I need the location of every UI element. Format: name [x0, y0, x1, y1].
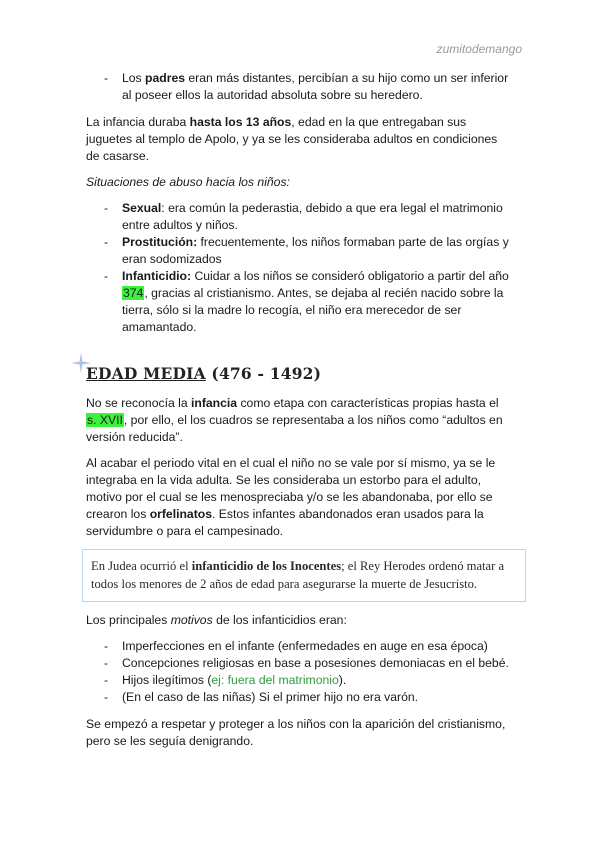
watermark: zumitodemango — [436, 42, 522, 56]
bold-text: infanticidio de los Inocentes — [191, 559, 342, 573]
text: ). — [338, 673, 347, 687]
paragraph-motivos — [86, 612, 512, 629]
bold-text: orfelinatos — [149, 507, 212, 521]
list-item: - Imperfecciones en el infante (enfermedades en auge en esa época) — [86, 638, 512, 655]
paragraph-acabar — [86, 455, 512, 540]
text: Cuidar a los niños se consideró obligatorio a partir del año — [191, 269, 509, 283]
list-item-infanticidio — [86, 268, 512, 336]
paragraph-infancia — [86, 114, 512, 165]
list-item: - (En el caso de las niñas) Si el primer hijo no era varón. — [86, 689, 512, 706]
text: Al acabar el periodo vital en el cual el niño no se vale por sí mismo, ya se le integraba en la vida adulta. Se les consideraba un estorbo para el adulto, motivo por el cual se les menospreciaba y/o se les abandonaba, por ello se crearon los — [86, 456, 496, 521]
bold-text: Sexual — [122, 201, 162, 215]
text: Los principales — [86, 613, 171, 627]
text: En Judea ocurrió el — [91, 559, 192, 573]
section-years: (476 - 1492) — [205, 364, 322, 383]
text: ; el Rey Herodes ordenó matar a todos los menores de 2 años de edad para asegurarse la muerte de Jesucristo. — [91, 559, 505, 591]
text: La infancia duraba — [86, 115, 190, 129]
list-item: - Concepciones religiosas en base a posesiones demoniacas en el bebé. — [86, 655, 512, 672]
motivos-list — [86, 638, 512, 706]
highlighted-century: s. XVII — [87, 413, 123, 427]
paragraph-final: Se empezó a respetar y proteger a los niños con la aparición del cristianismo, pero se les seguía denigrando. — [86, 717, 506, 748]
list-item-sexual — [86, 200, 512, 234]
text: . Estos infantes abandonados eran usados para la servidumbre o para el campesinado. — [86, 507, 484, 538]
bold-text: Prostitución: — [122, 235, 198, 249]
text: : era común la pederastia, debido a que era legal el matrimonio entre adultos y niños. — [122, 201, 503, 232]
text: Hijos ilegítimos ( — [122, 673, 212, 687]
text: , por ello, el los cuadros se representaba a los niños como “adultos en versión reducida”. — [86, 413, 503, 444]
text: Los — [122, 71, 146, 85]
document-body — [86, 70, 512, 759]
sparkle-icon — [70, 352, 92, 374]
italic-text: motivos — [170, 613, 213, 627]
highlighted-year: 374 — [123, 286, 144, 300]
text: , edad en la que entregaban sus juguetes al templo de Apolo, y ya se les consideraba adultos en condiciones de casarse. — [86, 115, 498, 163]
abuse-heading: Situaciones de abuso hacia los niños: — [86, 175, 290, 189]
quote-box — [82, 549, 526, 602]
green-note: ej: fuera del matrimonio — [211, 673, 339, 687]
bullet-list-padres — [86, 70, 512, 104]
abuse-list — [86, 200, 512, 336]
text: frecuentemente, los niños formaban parte de las orgías y eran sodomizados — [122, 235, 509, 266]
bold-text: Infanticidio: — [122, 269, 192, 283]
bold-text: padres — [145, 71, 186, 85]
list-item — [86, 672, 512, 689]
list-item-prostitucion — [86, 234, 512, 268]
section-heading — [86, 364, 512, 383]
section-title: EDAD MEDIA — [86, 364, 206, 383]
bold-text: hasta los 13 años — [189, 115, 292, 129]
text: como etapa con características propias hasta el — [237, 396, 499, 410]
text: No se reconocía la — [86, 396, 192, 410]
paragraph-reconocia — [86, 395, 512, 446]
list-item — [86, 70, 512, 104]
bold-text: infancia — [191, 396, 238, 410]
text: , gracias al cristianismo. Antes, se dejaba al recién nacido sobre la tierra, sólo si la madre lo recogía, el niño era merecedor de ser amamantado. — [122, 286, 504, 334]
text: eran más distantes, percibían a su hijo como un ser inferior al poseer ellos la autoridad absoluta sobre su heredero. — [122, 71, 509, 102]
text: de los infanticidios eran: — [212, 613, 347, 627]
